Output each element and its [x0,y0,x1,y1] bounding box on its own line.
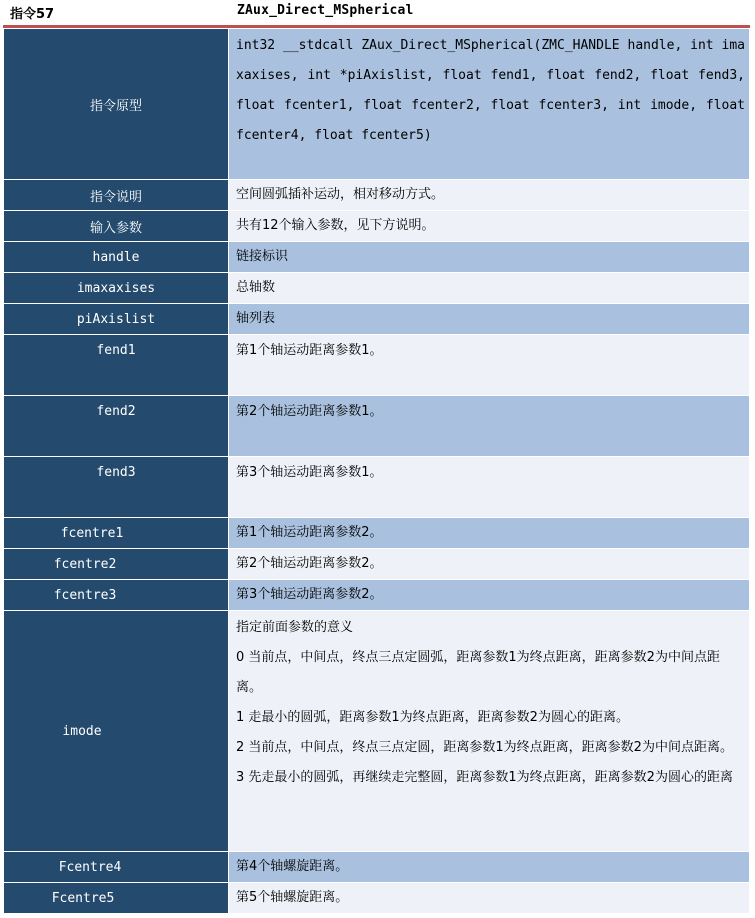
row-label: handle [4,242,229,273]
table-row [4,457,750,518]
imode-line: 3 先走最小的圆弧，再继续走完整圆，距离参数1为终点距离，距离参数2为圆心的距离 [236,770,733,785]
table-row [4,549,750,580]
table-row [4,580,750,611]
row-label: fcentre2 [4,549,229,580]
row-value: 第1个轴运动距离参数2。 [229,518,750,549]
table-row [4,180,750,211]
row-label: Fcentre4 [4,852,229,883]
row-value: 第3个轴运动距离参数2。 [229,580,750,611]
table-row [4,211,750,242]
row-value: 链接标识 [229,242,750,273]
row-label: 指令说明 [4,180,229,211]
imode-line: 1 走最小的圆弧，距离参数1为终点距离，距离参数2为圆心的距离。 [236,710,629,725]
row-label: imode [4,611,229,852]
row-label: fend2 [4,396,229,457]
row-value [229,29,750,180]
table-row [4,242,750,273]
row-label: Fcentre5 [4,883,229,914]
table-row [4,304,750,335]
row-label: fend1 [4,335,229,396]
command-number: 指令57 [10,7,55,22]
function-name: ZAux_Direct_MSpherical [237,3,414,18]
row-value: 第5个轴螺旋距离。 [229,883,750,914]
document-header [0,0,755,24]
row-value: 总轴数 [229,273,750,304]
row-label: fcentre1 [4,518,229,549]
table-row [4,396,750,457]
table-row [4,518,750,549]
table-row [4,335,750,396]
table-row [4,611,750,852]
row-label: fend3 [4,457,229,518]
row-value: 轴列表 [229,304,750,335]
row-value: 空间圆弧插补运动，相对移动方式。 [229,180,750,211]
imode-line: 2 当前点，中间点，终点三点定圆，距离参数1为终点距离，距离参数2为中间点距离。 [236,740,733,755]
row-value: 共有12个输入参数，见下方说明。 [229,211,750,242]
row-label: piAxislist [4,304,229,335]
row-label: fcentre3 [4,580,229,611]
imode-line: 0 当前点，中间点，终点三点定圆弧，距离参数1为终点距离，距离参数2为中间点距离。 [236,650,720,695]
row-value: 第4个轴螺旋距离。 [229,852,750,883]
parameter-table [3,28,750,914]
row-value: 第3个轴运动距离参数1。 [229,457,750,518]
row-label: imaxaxises [4,273,229,304]
row-label: 指令原型 [4,29,229,180]
function-prototype: int32 __stdcall ZAux_Direct_MSpherical(ZMC_HANDLE handle, int imaxaxises, int *piAxislist, float fend1, float fend2, float fend3, float fcenter1, float fcenter2, float fcenter3, int imode, float fcenter4, float fcenter5) [236,38,745,143]
row-value: 第2个轴运动距离参数1。 [229,396,750,457]
table-row [4,273,750,304]
row-value: 第2个轴运动距离参数2。 [229,549,750,580]
table-row [4,883,750,914]
imode-line: 指定前面参数的意义 [236,620,354,635]
table-row [4,29,750,180]
row-value: 第1个轴运动距离参数1。 [229,335,750,396]
table-row [4,852,750,883]
row-value [229,611,750,852]
imode-description [236,613,745,793]
row-label: 输入参数 [4,211,229,242]
